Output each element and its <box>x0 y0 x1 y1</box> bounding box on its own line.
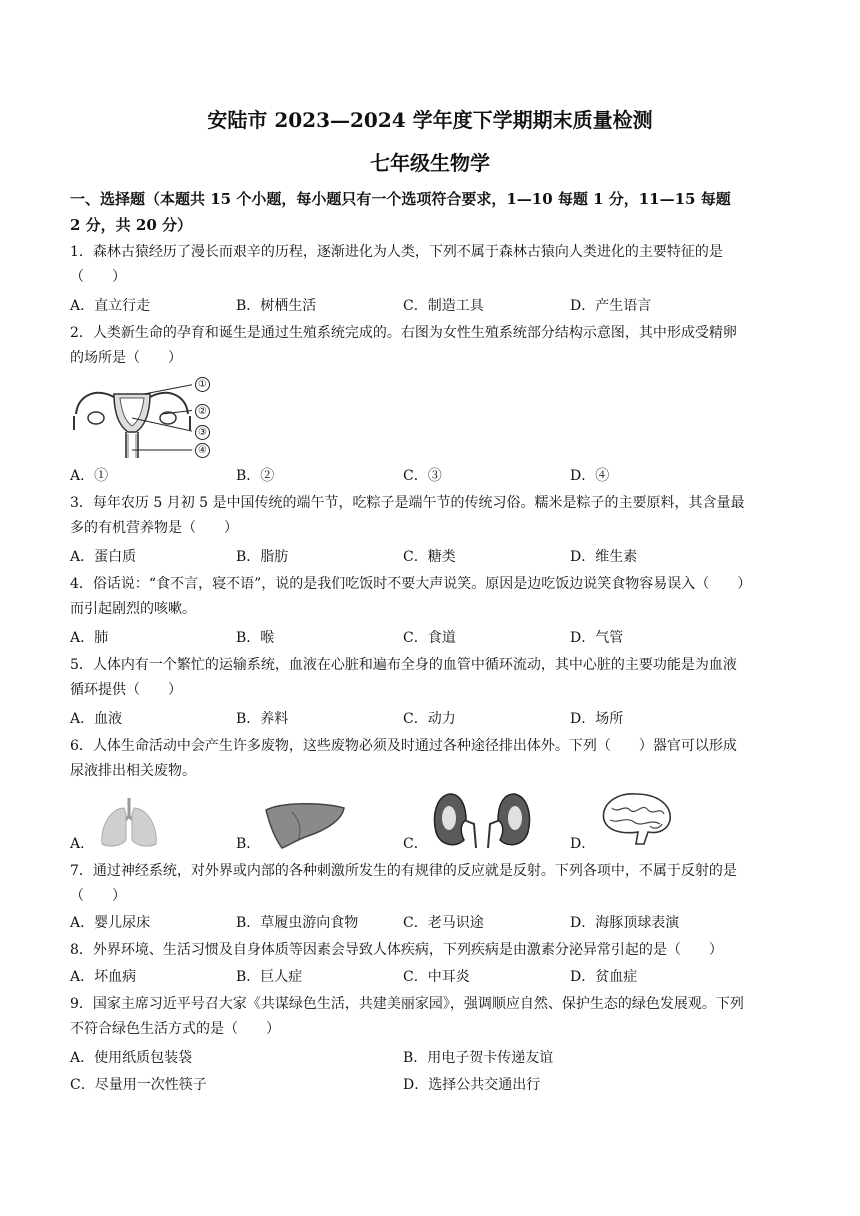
option-b[interactable]: B．养料 <box>236 711 289 727</box>
option-b[interactable]: B．草履虫游向食物 <box>236 915 359 931</box>
option-b[interactable]: B．树栖生活 <box>236 298 317 314</box>
question-8 <box>70 938 795 963</box>
lungs-icon[interactable] <box>96 794 166 850</box>
question-6 <box>70 734 795 784</box>
option-d[interactable]: D．④ <box>570 468 610 484</box>
option-b[interactable]: B．脂肪 <box>236 549 289 565</box>
option-b[interactable]: B． <box>236 836 261 852</box>
option-a[interactable]: A．坏血病 <box>70 969 137 985</box>
question-4 <box>70 572 795 622</box>
question-text: 7．通过神经系统，对外界或内部的各种刺激所发生的有规律的反应就是反射。下列各项中，不属于反射的是 <box>70 863 737 879</box>
section-heading-line: 2 分，共 20 分） <box>70 216 192 234</box>
option-a[interactable]: A．肺 <box>70 630 109 646</box>
option-c[interactable]: C．动力 <box>403 711 456 727</box>
option-c[interactable]: C．尽量用一次性筷子 <box>70 1077 207 1093</box>
option-c[interactable]: C．中耳炎 <box>403 969 470 985</box>
kidneys-icon[interactable] <box>432 790 532 850</box>
option-b[interactable]: B．巨人症 <box>236 969 303 985</box>
option-a[interactable]: A．① <box>70 468 109 484</box>
section-heading <box>70 186 795 238</box>
question-text: 1．森林古猿经历了漫长而艰辛的历程，逐渐进化为人类，下列不属于森林古猿向人类进化的主要特征的是 <box>70 244 723 260</box>
female-reproductive-system-diagram <box>72 374 222 462</box>
question-3 <box>70 491 795 541</box>
option-a[interactable]: A．蛋白质 <box>70 549 137 565</box>
figure-label-1: ① <box>195 377 210 392</box>
question-text: 不符合绿色生活方式的是（ ） <box>70 1021 280 1037</box>
question-text: 而引起剧烈的咳嗽。 <box>70 601 196 617</box>
question-text: 多的有机营养物是（ ） <box>70 520 238 536</box>
brain-icon[interactable] <box>596 790 676 848</box>
option-d[interactable]: D．贫血症 <box>570 969 638 985</box>
question-8-options <box>70 965 795 990</box>
option-a[interactable]: A．婴儿尿床 <box>70 915 151 931</box>
question-text: 5．人体内有一个繁忙的运输系统，血液在心脏和遍布全身的血管中循环流动，其中心脏的主要功能是为血液 <box>70 657 737 673</box>
question-text: 8．外界环境、生活习惯及自身体质等因素会导致人体疾病，下列疾病是由激素分泌异常引起的是（ ） <box>70 942 723 958</box>
question-9-options-row1 <box>70 1046 795 1071</box>
question-text: （ ） <box>70 888 126 904</box>
question-1-options <box>70 294 795 319</box>
option-b[interactable]: B．② <box>236 468 275 484</box>
option-c[interactable]: C．制造工具 <box>403 298 484 314</box>
figure-label-4: ④ <box>195 443 210 458</box>
option-b[interactable]: B．喉 <box>236 630 275 646</box>
exam-title: 安陆市 2023—2024 学年度下学期期末质量检测 <box>207 108 653 132</box>
question-text: 6．人体生命活动中会产生许多废物，这些废物必须及时通过各种途径排出体外。下列（ ）器官可以形成 <box>70 738 737 754</box>
uterus-diagram-icon <box>72 374 192 460</box>
figure-label-2: ② <box>195 404 210 419</box>
option-d[interactable]: D．选择公共交通出行 <box>403 1077 541 1093</box>
option-b[interactable]: B．用电子贺卡传递友谊 <box>403 1050 554 1066</box>
option-a[interactable]: A． <box>70 836 95 852</box>
option-d[interactable]: D．气管 <box>570 630 624 646</box>
question-text: 的场所是（ ） <box>70 350 182 366</box>
option-a[interactable]: A．血液 <box>70 711 123 727</box>
question-1 <box>70 240 795 290</box>
section-heading-line: 一、选择题（本题共 15 个小题，每小题只有一个选项符合要求，1—10 每题 1 分，11—15 每题 <box>70 190 731 208</box>
question-5 <box>70 653 795 703</box>
question-3-options <box>70 545 795 570</box>
option-c[interactable]: C．食道 <box>403 630 456 646</box>
option-c[interactable]: C． <box>403 836 428 852</box>
question-text: 2．人类新生命的孕育和诞生是通过生殖系统完成的。右图为女性生殖系统部分结构示意图，其中形成受精卵 <box>70 325 737 341</box>
option-a[interactable]: A．使用纸质包装袋 <box>70 1050 193 1066</box>
question-text: 尿液排出相关废物。 <box>70 763 196 779</box>
question-7-options <box>70 911 795 936</box>
option-d[interactable]: D．维生素 <box>570 549 638 565</box>
question-4-options <box>70 626 795 651</box>
question-text: 4．俗话说：“食不言，寝不语”，说的是我们吃饭时不要大声说笑。原因是边吃饭边说笑食物容易误入（ ） <box>70 576 752 592</box>
question-text: （ ） <box>70 269 126 285</box>
question-9 <box>70 992 795 1042</box>
question-2-options <box>70 464 795 489</box>
option-c[interactable]: C．③ <box>403 468 442 484</box>
exam-subtitle: 七年级生物学 <box>370 151 490 175</box>
liver-icon[interactable] <box>262 800 348 850</box>
question-text: 9．国家主席习近平号召大家《共谋绿色生活，共建美丽家园》，强调顺应自然、保护生态的绿色发展观。下列 <box>70 996 744 1012</box>
question-text: 3．每年农历 5 月初 5 是中国传统的端午节，吃粽子是端午节的传统习俗。糯米是粽子的主要原料，其含量最 <box>70 495 745 511</box>
question-9-options-row2 <box>70 1073 795 1098</box>
option-d[interactable]: D．海豚顶球表演 <box>570 915 680 931</box>
option-c[interactable]: C．糖类 <box>403 549 456 565</box>
question-5-options <box>70 707 795 732</box>
option-d[interactable]: D． <box>570 836 596 852</box>
question-2 <box>70 321 795 371</box>
option-c[interactable]: C．老马识途 <box>403 915 484 931</box>
figure-label-3: ③ <box>195 425 210 440</box>
question-7 <box>70 859 795 909</box>
option-d[interactable]: D．场所 <box>570 711 624 727</box>
option-a[interactable]: A．直立行走 <box>70 298 151 314</box>
option-d[interactable]: D．产生语言 <box>570 298 652 314</box>
question-text: 循环提供（ ） <box>70 682 182 698</box>
